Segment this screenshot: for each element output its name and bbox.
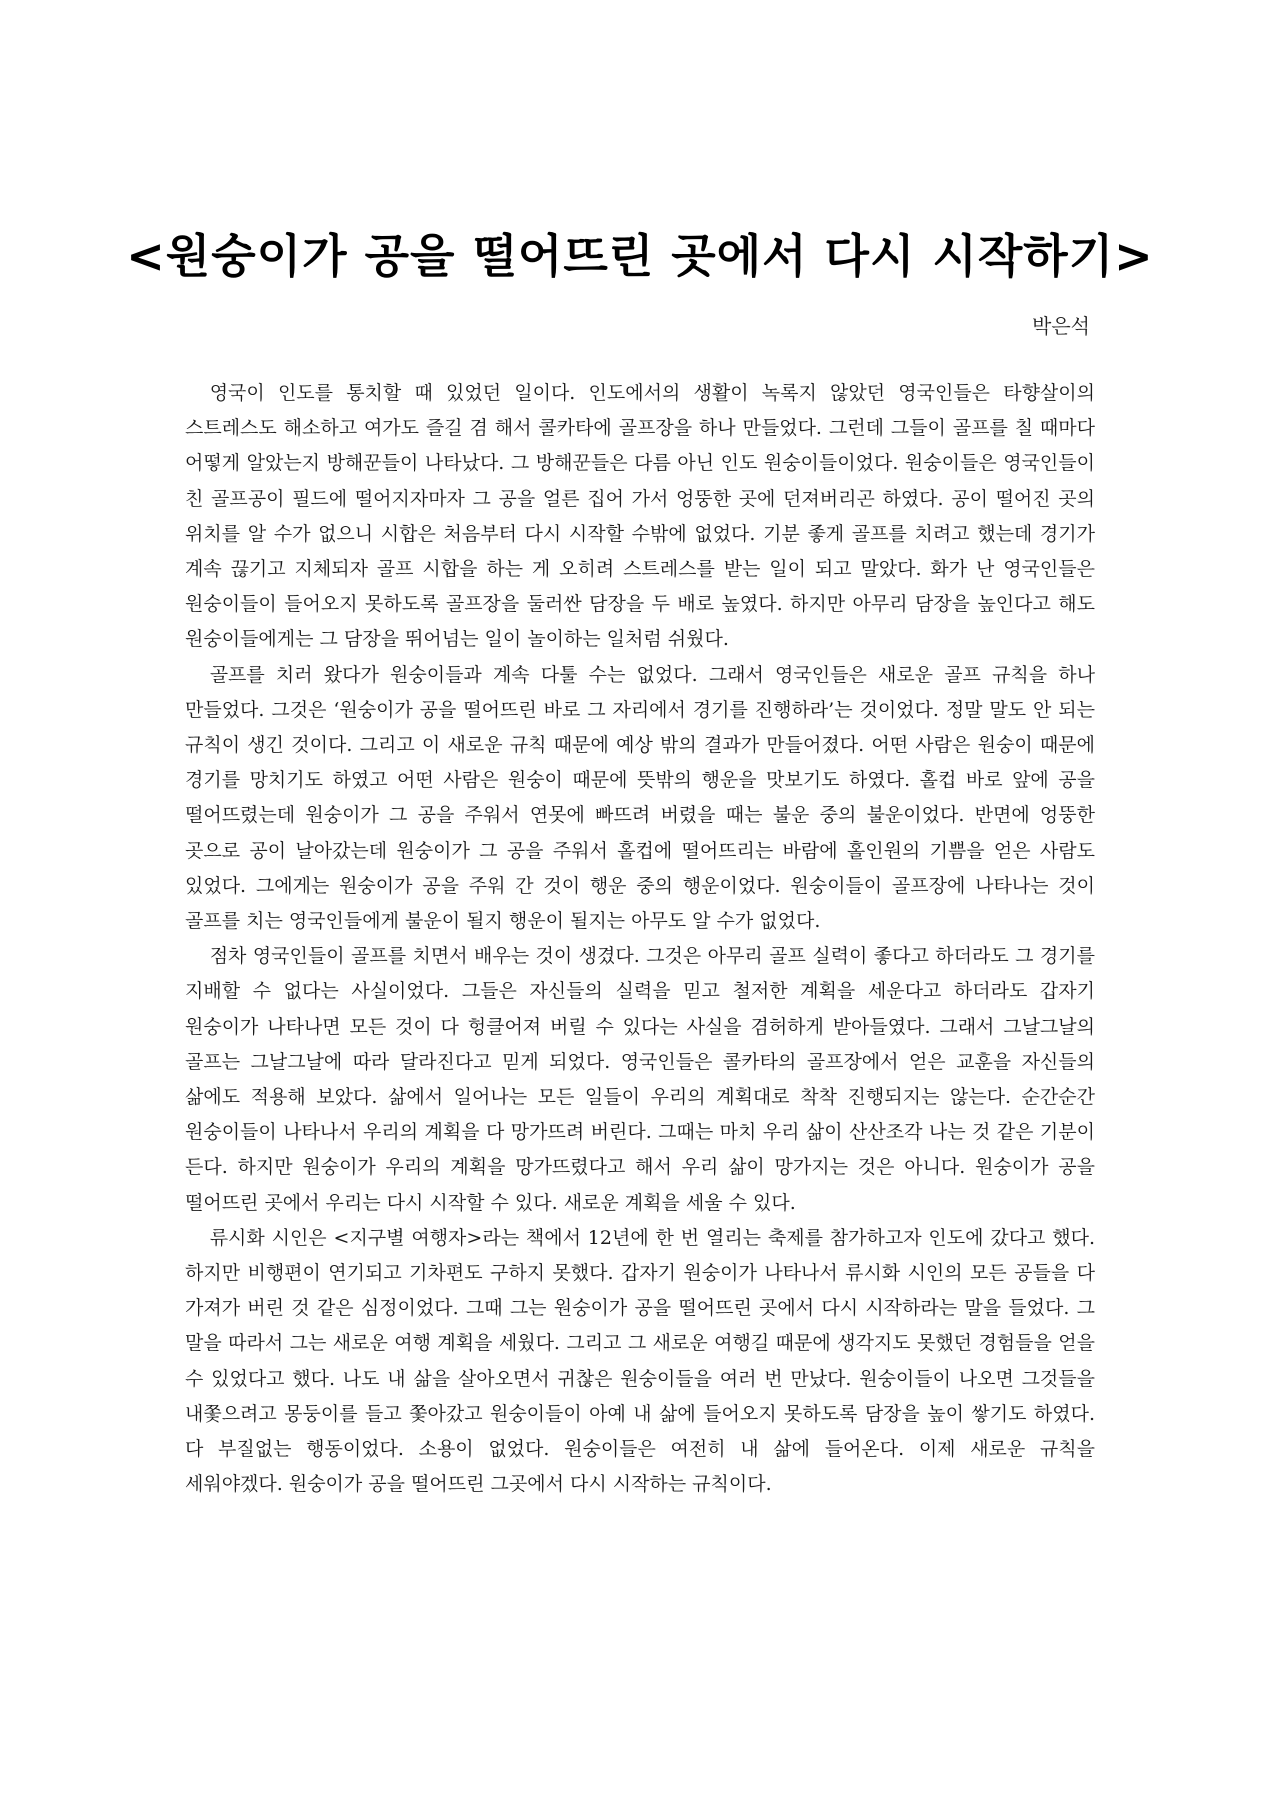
author-name: 박은석 xyxy=(1032,314,1090,338)
paragraph-4: 류시화 시인은 <지구별 여행자>라는 책에서 12년에 한 번 열리는 축제를 참가하고자 인도에 갔다고 했다. 하지만 비행편이 연기되고 기차편도 구하지 못했다. 갑자기 원숭이가 나타나서 류시화 시인의 모든 공들을 다 가져가 버린 것 같은 심정이었다. 그때 그는 원숭이가 공을 떨어뜨린 곳에서 다시 시작하라는 말을 들었다. 그 말을 따라서 그는 새로운 여행 계획을 세웠다. 그리고 그 새로운 여행길 때문에 생각지도 못했던 경험들을 얻을 수 있었다고 했다. 나도 내 삶을 살아오면서 귀찮은 원숭이들을 여러 번 만났다. 원숭이들이 나오면 그것들을 내쫓으려고 몽둥이를 들고 쫓아갔고 원숭이들이 아예 내 삶에 들어오지 못하도록 담장을 높이 쌓기도 하였다. 다 부질없는 행동이었다. 소용이 없었다. 원숭이들은 여전히 내 삶에 들어온다. 이제 새로운 규칙을 세워야겠다. 원숭이가 공을 떨어뜨린 그곳에서 다시 시작하는 규칙이다. xyxy=(185,1226,1095,1496)
paragraph-1: 영국이 인도를 통치할 때 있었던 일이다. 인도에서의 생활이 녹록지 않았던 영국인들은 타향살이의 스트레스도 해소하고 여가도 즐길 겸 해서 콜카타에 골프장을 하나 만들었다. 그런데 그들이 골프를 칠 때마다 어떻게 알았는지 방해꾼들이 나타났다. 그 방해꾼들은 다름 아닌 인도 원숭이들이었다. 원숭이들은 영국인들이 친 골프공이 필드에 떨어지자마자 그 공을 얼른 집어 가서 엉뚱한 곳에 던져버리곤 하였다. 공이 떨어진 곳의 위치를 알 수가 없으니 시합은 처음부터 다시 시작할 수밖에 없었다. 기분 좋게 골프를 치려고 했는데 경기가 계속 끊기고 지체되자 골프 시합을 하는 게 오히려 스트레스를 받는 일이 되고 말았다. 화가 난 영국인들은 원숭이들이 들어오지 못하도록 골프장을 둘러싼 담장을 두 배로 높였다. 하지만 아무리 담장을 높인다고 해도 원숭이들에게는 그 담장을 뛰어넘는 일이 놀이하는 일처럼 쉬웠다. xyxy=(185,382,1095,651)
document-body xyxy=(185,376,1095,1503)
paragraph-3: 점차 영국인들이 골프를 치면서 배우는 것이 생겼다. 그것은 아무리 골프 실력이 좋다고 하더라도 그 경기를 지배할 수 없다는 사실이었다. 그들은 자신들의 실력을 믿고 철저한 계획을 세운다고 하더라도 갑자기 원숭이가 나타나면 모든 것이 다 헝클어져 버릴 수 있다는 사실을 겸허하게 받아들였다. 그래서 그날그날의 골프는 그날그날에 따라 달라진다고 믿게 되었다. 영국인들은 콜카타의 골프장에서 얻은 교훈을 자신들의 삶에도 적용해 보았다. 삶에서 일어나는 모든 일들이 우리의 계획대로 착착 진행되지는 않는다. 순간순간 원숭이들이 나타나서 우리의 계획을 다 망가뜨려 버린다. 그때는 마치 우리 삶이 산산조각 나는 것 같은 기분이 든다. 하지만 원숭이가 우리의 계획을 망가뜨렸다고 해서 우리 삶이 망가지는 것은 아니다. 원숭이가 공을 떨어뜨린 곳에서 우리는 다시 시작할 수 있다. 새로운 계획을 세울 수 있다. xyxy=(185,945,1095,1214)
document-title: <원숭이가 공을 떨어뜨린 곳에서 다시 시작하기> xyxy=(126,228,1154,283)
paragraph-2: 골프를 치러 왔다가 원숭이들과 계속 다툴 수는 없었다. 그래서 영국인들은 새로운 골프 규칙을 하나 만들었다. 그것은 ‘원숭이가 공을 떨어뜨린 바로 그 자리에서 경기를 진행하라’는 것이었다. 정말 말도 안 되는 규칙이 생긴 것이다. 그리고 이 새로운 규칙 때문에 예상 밖의 결과가 만들어졌다. 어떤 사람은 원숭이 때문에 경기를 망치기도 하였고 어떤 사람은 원숭이 때문에 뜻밖의 행운을 맛보기도 하였다. 홀컵 바로 앞에 공을 떨어뜨렸는데 원숭이가 그 공을 주워서 연못에 빠뜨려 버렸을 때는 불운 중의 불운이었다. 반면에 엉뚱한 곳으로 공이 날아갔는데 원숭이가 그 공을 주워서 홀컵에 떨어뜨리는 바람에 홀인원의 기쁨을 얻은 사람도 있었다. 그에게는 원숭이가 공을 주워 간 것이 행운 중의 행운이었다. 원숭이들이 골프장에 나타나는 것이 골프를 치는 영국인들에게 불운이 될지 행운이 될지는 아무도 알 수가 없었다. xyxy=(185,663,1095,933)
